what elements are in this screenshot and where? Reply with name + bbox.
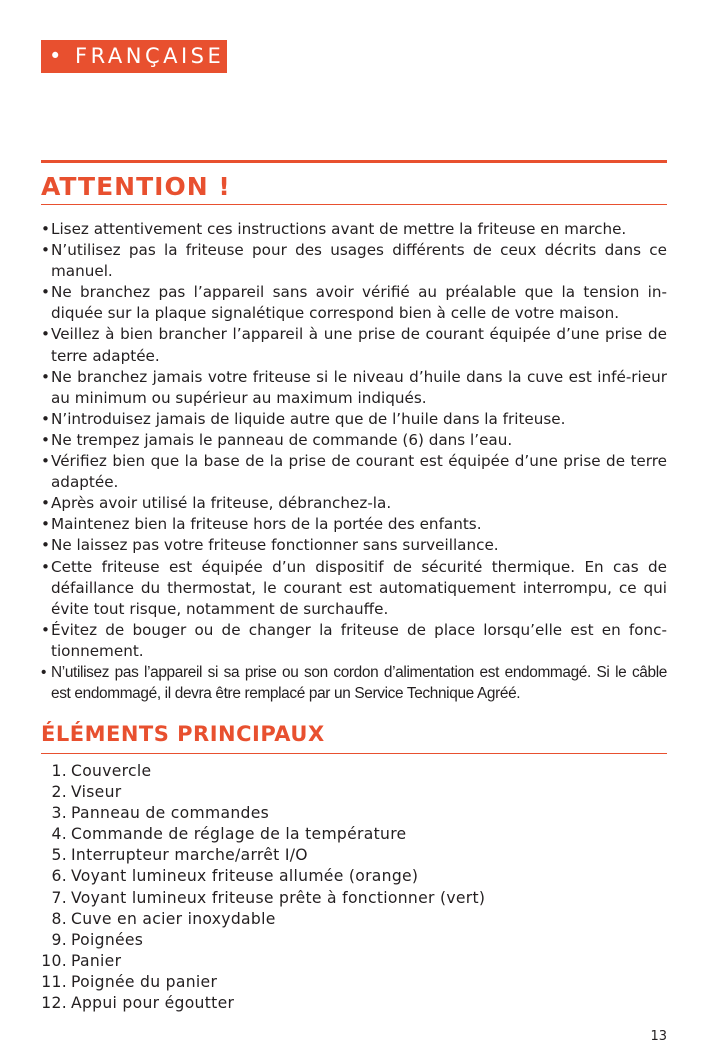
item-number: 6. [51, 867, 67, 886]
item-label: Appui pour égoutter [71, 994, 235, 1013]
attention-heading-underline [41, 204, 667, 205]
item-number: 10. [41, 951, 67, 970]
warning-item [41, 219, 667, 240]
list-item [41, 972, 485, 993]
item-number: 2. [51, 783, 67, 802]
item-label: Cuve en acier inoxydable [71, 909, 276, 928]
main-elements-list [41, 761, 485, 1014]
bullet-marker: • [41, 494, 50, 513]
list-item [41, 761, 485, 782]
list-item [41, 782, 485, 803]
warning-item [41, 620, 667, 662]
item-label: Commande de réglage de la température [71, 825, 407, 844]
warning-text: Ne laissez pas votre friteuse fonctionner sans surveillance. [51, 536, 499, 555]
warning-item [41, 451, 667, 493]
warning-text: Vérifiez bien que la base de la prise de courant est équipée d’une prise de terre adaptée. [51, 452, 667, 492]
warning-text: Veillez à bien brancher l’appareil à une prise de courant équipée d’une prise de terre adaptée. [51, 325, 667, 365]
item-number: 9. [51, 930, 67, 949]
warning-text: Maintenez bien la friteuse hors de la portée des enfants. [51, 515, 482, 534]
warning-item [41, 430, 667, 451]
safety-warnings-list [41, 219, 667, 704]
warning-text: Ne branchez jamais votre friteuse si le niveau d’huile dans la cuve est infé-rieur au minimum ou supérieur au maximum indiqués. [51, 367, 667, 407]
bullet-marker: • [41, 536, 50, 555]
item-label: Voyant lumineux friteuse prête à fonctionner (vert) [71, 888, 486, 907]
warning-item [41, 409, 667, 430]
bullet-marker: • [41, 325, 50, 344]
list-item [41, 888, 485, 909]
main-elements-heading: ÉLÉMENTS PRINCIPAUX [41, 722, 325, 746]
language-badge: • FRANÇAISE [41, 40, 227, 73]
bullet-marker: • [41, 620, 50, 639]
item-label: Panier [71, 951, 122, 970]
list-item [41, 951, 485, 972]
warning-item [41, 367, 667, 409]
item-number: 1. [51, 762, 67, 780]
attention-heading: ATTENTION ! [41, 172, 231, 201]
item-number: 5. [51, 846, 67, 865]
warning-item [41, 240, 667, 282]
warning-item [41, 514, 667, 535]
list-item [41, 909, 485, 930]
item-number: 11. [41, 972, 67, 991]
item-number: 7. [51, 888, 67, 907]
warning-text: N’utilisez pas la friteuse pour des usages différents de ceux décrits dans ce manuel. [51, 241, 667, 281]
bullet-marker: • [41, 430, 50, 449]
bullet-marker: • [41, 220, 50, 238]
item-label: Panneau de commandes [71, 804, 270, 823]
bullet-marker: • [41, 557, 50, 576]
list-item [41, 824, 485, 845]
list-item [41, 845, 485, 866]
warning-item [41, 557, 667, 620]
bullet-marker: • [41, 663, 47, 681]
bullet-marker: • [41, 452, 50, 471]
section-divider-thick [41, 160, 667, 163]
item-label: Interrupteur marche/arrêt I/O [71, 846, 308, 865]
warning-text: N’utilisez pas l’appareil si sa prise ou son cordon d’alimentation est endommagé. Si le câble est endommagé, il devra être remplacé par un Service Technique Agréé. [51, 663, 667, 703]
item-number: 3. [51, 804, 67, 823]
item-label: Voyant lumineux friteuse allumée (orange) [71, 867, 419, 886]
bullet-marker: • [41, 283, 50, 302]
bullet-marker: • [41, 409, 50, 428]
warning-text: Ne trempez jamais le panneau de commande (6) dans l’eau. [51, 430, 513, 449]
warning-text: Lisez attentivement ces instructions avant de mettre la friteuse en marche. [51, 220, 627, 238]
warning-text: Après avoir utilisé la friteuse, débranchez-la. [51, 494, 392, 513]
item-label: Poignée du panier [71, 972, 218, 991]
warning-item [41, 662, 667, 704]
warning-item [41, 535, 667, 556]
item-label: Poignées [71, 930, 144, 949]
warning-text: N’introduisez jamais de liquide autre que de l’huile dans la friteuse. [51, 409, 566, 428]
list-item [41, 866, 485, 887]
bullet-marker: • [41, 241, 50, 260]
bullet-marker: • [41, 367, 50, 386]
item-number: 4. [51, 825, 67, 844]
item-number: 12. [41, 994, 67, 1013]
bullet-marker: • [41, 515, 50, 534]
page-number: 13 [650, 1029, 667, 1044]
item-number: 8. [51, 909, 67, 928]
item-label: Viseur [71, 783, 122, 802]
warning-text: Cette friteuse est équipée d’un dispositif de sécurité thermique. En cas de défaillance du thermostat, le courant est automatiquement interrompu, ce qui évite tout risque, notamment de surchauffe. [51, 557, 667, 618]
warning-text: Ne branchez pas l’appareil sans avoir vérifié au préalable que la tension in-diquée sur la plaque signalétique correspond bien à celle de votre maison. [51, 283, 667, 323]
warning-item [41, 282, 667, 324]
main-elements-heading-underline [41, 753, 667, 754]
warning-text: Évitez de bouger ou de changer la friteuse de place lorsqu’elle est en fonc-tionnement. [51, 620, 667, 660]
item-label: Couvercle [71, 762, 152, 780]
list-item [41, 993, 485, 1014]
warning-item [41, 324, 667, 366]
list-item [41, 930, 485, 951]
warning-item [41, 493, 667, 514]
list-item [41, 803, 485, 824]
